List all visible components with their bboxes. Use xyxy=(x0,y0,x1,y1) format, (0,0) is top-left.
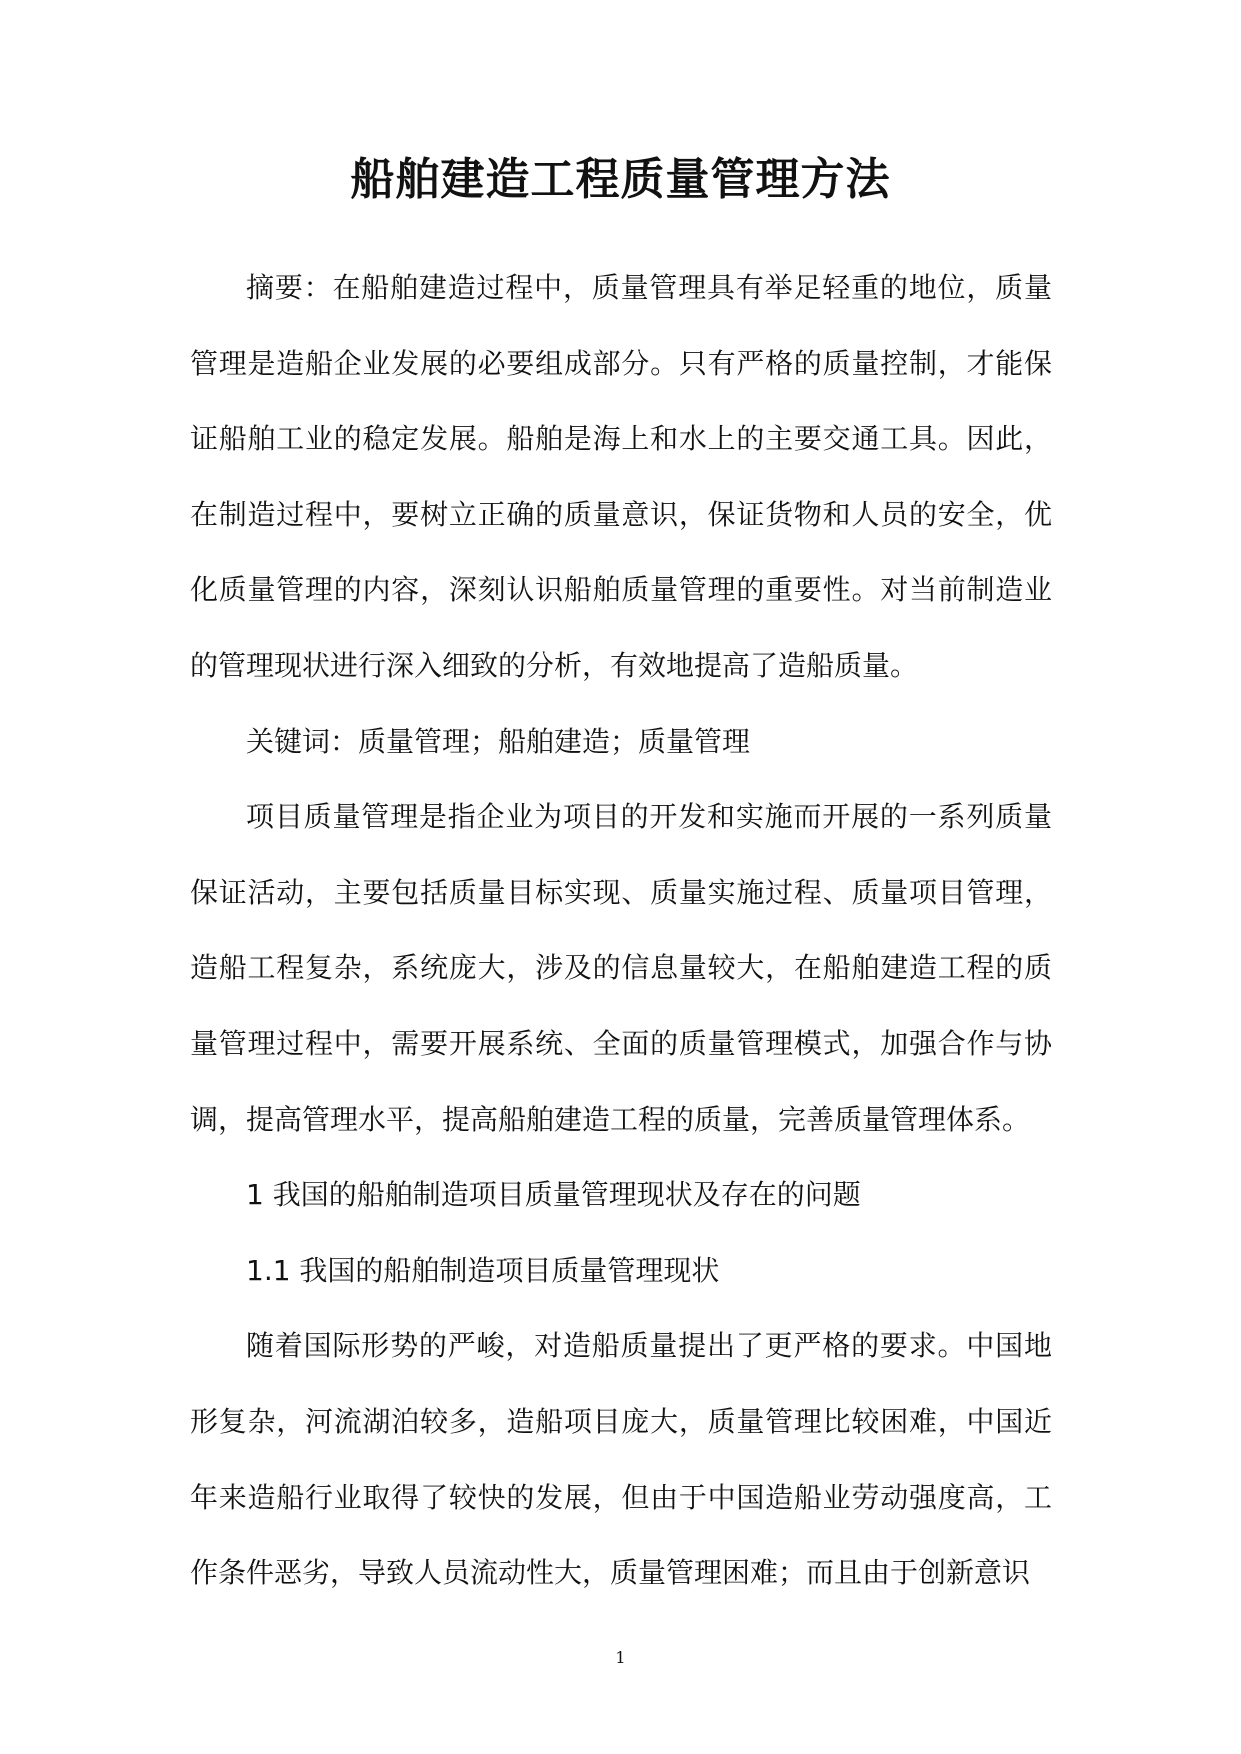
abstract-paragraph: 摘要：在船舶建造过程中，质量管理具有举足轻重的地位，质量管理是造船企业发展的必要组成部分。只有严格的质量控制，才能保证船舶工业的稳定发展。船舶是海上和水上的主要交通工具。因此，在制造过程中，要树立正确的质量意识，保证货物和人员的安全，优化质量管理的内容，深刻认识船舶质量管理的重要性。对当前制造业的管理现状进行深入细致的分析，有效地提高了造船质量。 xyxy=(190,271,1052,682)
body-paragraph: 随着国际形势的严峻，对造船质量提出了更严格的要求。中国地形复杂，河流湖泊较多，造船项目庞大，质量管理比较困难，中国近年来造船行业取得了较快的发展，但由于中国造船业劳动强度高，工作条件恶劣，导致人员流动性大，质量管理困难；而且由于创新意识 xyxy=(190,1329,1052,1590)
document-body xyxy=(190,250,1052,1611)
section-heading: 1 我国的船舶制造项目质量管理现状及存在的问题 xyxy=(246,1178,861,1212)
intro-paragraph: 项目质量管理是指企业为项目的开发和实施而开展的一系列质量保证活动，主要包括质量目标实现、质量实施过程、质量项目管理，造船工程复杂，系统庞大，涉及的信息量较大，在船舶建造工程的质量管理过程中，需要开展系统、全面的质量管理模式，加强合作与协调，提高管理水平，提高船舶建造工程的质量，完善质量管理体系。 xyxy=(190,800,1052,1136)
keywords-paragraph: 关键词：质量管理；船舶建造；质量管理 xyxy=(246,724,751,758)
document-title: 船舶建造工程质量管理方法 xyxy=(350,154,891,205)
subsection-heading: 1.1 我国的船舶制造项目质量管理现状 xyxy=(246,1253,720,1287)
page-number: 1 xyxy=(615,1648,626,1667)
